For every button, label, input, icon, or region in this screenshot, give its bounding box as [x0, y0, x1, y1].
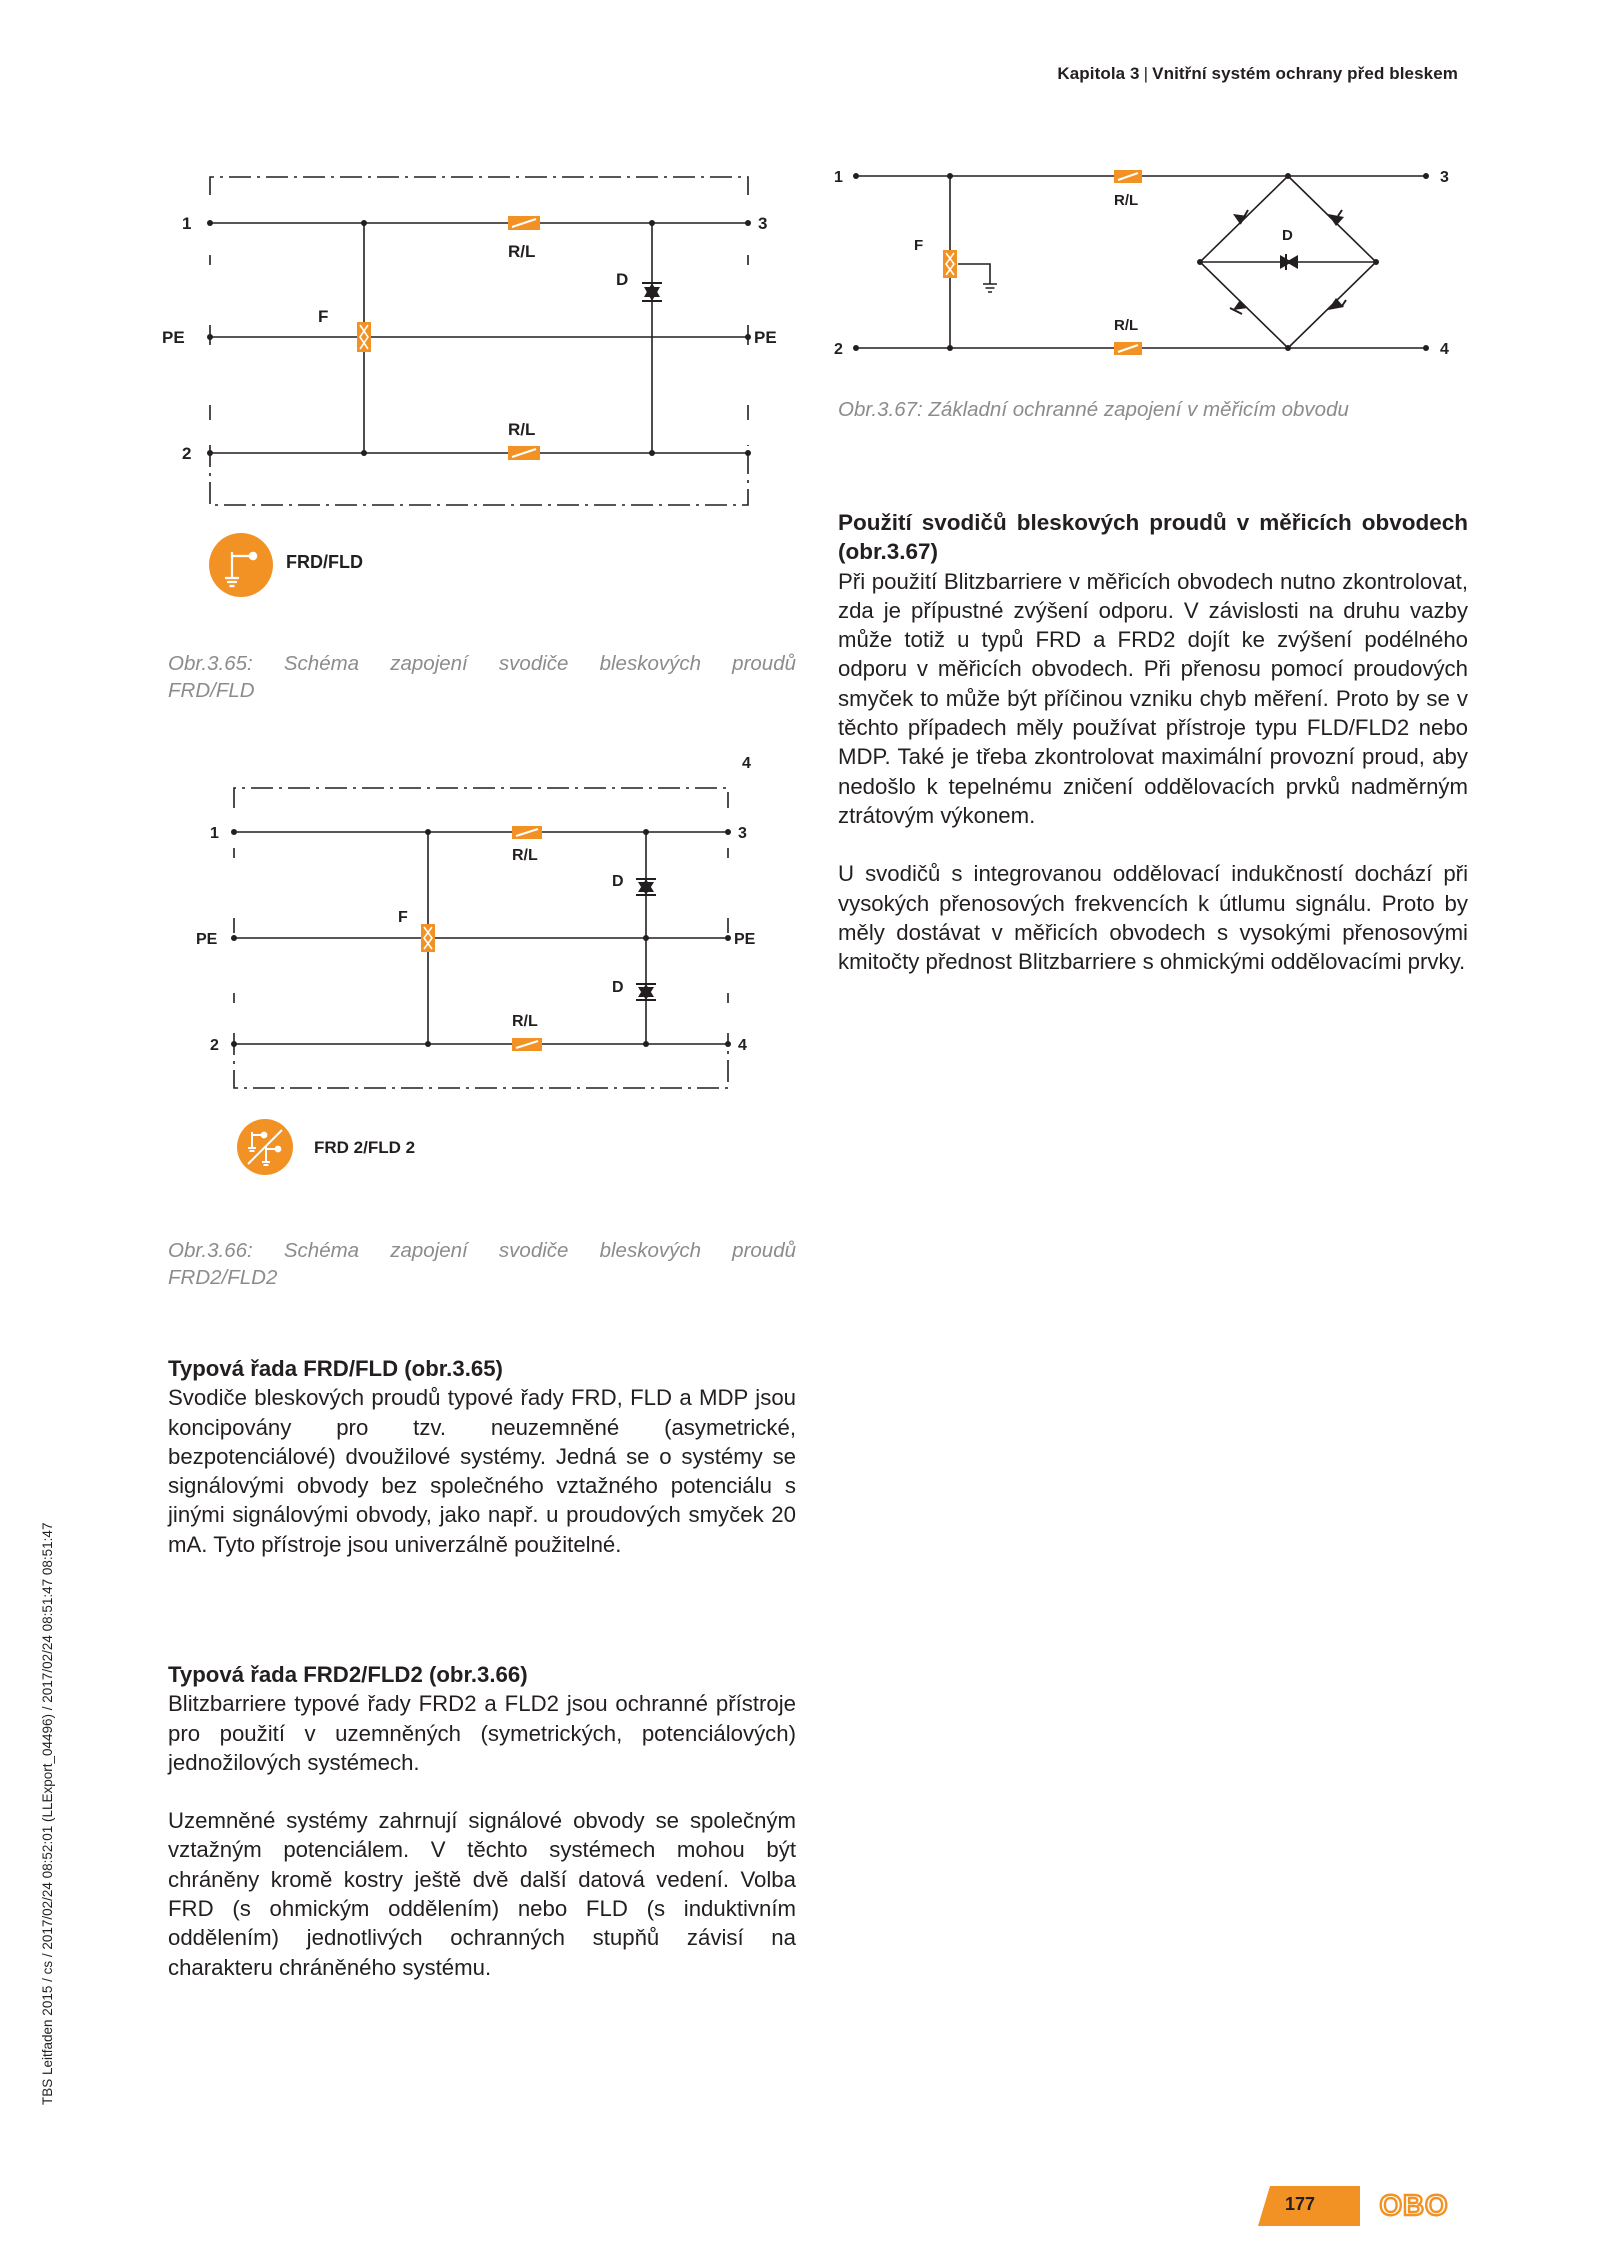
obo-logo [1368, 2190, 1460, 2222]
fig66-terminal-3: 3 [738, 825, 747, 842]
fig66-label-d-top: D [612, 873, 624, 890]
fig67-gas-arrester [943, 250, 957, 278]
fig67-label-rl-top: R/L [1114, 192, 1139, 209]
section-frd-fld-body: Svodiče bleskových proudů typové řady FRD, FLD a MDP jsou koncipovány pro tzv. neuzemněné (asymetrické, bezpotenciálové) dvoužilové systémy. Jedná se o systémy se signálovými obvody bez společného vztažného potenciálu s jinými signálovými obvody, jako např. u proudových smyček 20 mA. Tyto přístroje jsou univerzálně použitelné. [168, 1385, 796, 1557]
fig67-caption: Obr.3.67: Základní ochranné zapojení v měřicím obvodu [838, 398, 1349, 421]
fig65-enclosure [210, 177, 748, 505]
fig65-label-d: D [616, 270, 629, 289]
left-column-text-2 [168, 1660, 796, 1982]
header-separator: | [1143, 64, 1149, 83]
fig65-label-f: F [318, 307, 329, 326]
fig66-diode-top [636, 879, 656, 895]
fig67-schematic [830, 160, 1470, 370]
fig67-label-d: D [1282, 227, 1293, 244]
section-frd2-fld2-heading: Typová řada FRD2/FLD2 (obr.3.66) [168, 1662, 528, 1687]
fig65-terminal-2: 2 [182, 444, 192, 463]
fig66-terminal-4-bottom: 4 [738, 1037, 747, 1054]
fig67-label-rl-bottom: R/L [1114, 317, 1139, 334]
fig65-caption-line2: FRD/FLD [168, 679, 255, 702]
fig65-diode [642, 283, 662, 301]
fig66-terminal-1: 1 [210, 825, 219, 842]
fig65-terminal-pe-right: PE [754, 328, 777, 347]
fig66-terminal-pe-right: PE [734, 931, 756, 948]
fig67-label-f: F [914, 237, 924, 254]
fig65-caption [168, 650, 796, 704]
section-measuring-paragraph-2: U svodičů s integrovanou oddělovací indukčností dochází při vysokých přenosových frekvencích k útlumu signálu. Proto by měly dostávat v měřicích obvodech s vysokými přenosovými kmitočty přednost Blitzbarriere s ohmickými oddělovacími prvky. [838, 861, 1468, 975]
fig65-caption-line1: Obr.3.65: Schéma zapojení svodiče bleskových proudů [168, 652, 796, 675]
fig66-caption-line1: Obr.3.66: Schéma zapojení svodiče bleskových proudů [168, 1239, 796, 1262]
page-number: 177 [1285, 2194, 1316, 2214]
right-column-text [838, 508, 1468, 976]
section-measuring-paragraph-1: Při použití Blitzbarriere v měřicích obvodech nutno zkontrolovat, zda je přípustné zvýšení odporu. V závislosti na druhu vazby může totiž u typů FRD a FRD2 dojít ke zvýšení podélného odporu v měřicích obvodech. Při přenosu pomocí proudových smyček to může být příčinou vzniku chyb měření. Proto by se v těchto případech měly používat přístroje typu FLD/FLD2 nebo MDP. Také je třeba zkontrolovat maximální provozní proud, aby nedošlo k tepelnému zničení oddělovacích prvků nadměrným ztrátovým výkonem. [838, 568, 1468, 828]
frd-fld-badge-icon [208, 532, 274, 598]
fig66-resistor-top [512, 826, 542, 839]
section-frd-fld-heading: Typová řada FRD/FLD (obr.3.65) [168, 1356, 503, 1381]
left-column-text-1 [168, 1354, 796, 1559]
fig66-product-name: FRD 2/FLD 2 [314, 1138, 416, 1157]
fig66-diode-bottom [636, 984, 656, 1000]
fig66-terminal-2: 2 [210, 1037, 219, 1054]
fig66-schematic [190, 748, 770, 1108]
fig65-terminal-3: 3 [758, 214, 768, 233]
chapter-header [1057, 64, 1458, 84]
section-measuring-heading: Použití svodičů bleskových proudů v měřicích obvodech (obr.3.67) [838, 510, 1468, 565]
fig66-label-rl-bottom: R/L [512, 1013, 538, 1030]
chapter-title: Vnitřní systém ochrany před bleskem [1152, 64, 1458, 83]
fig66-caption-line2: FRD2/FLD2 [168, 1266, 278, 1289]
frd2-fld2-badge-icon [236, 1118, 294, 1176]
fig65-gas-arrester [357, 322, 371, 352]
fig66-terminal-pe-left: PE [196, 931, 218, 948]
fig65-product-name: FRD/FLD [286, 552, 363, 572]
section-frd2-fld2-body: Blitzbarriere typové řady FRD2 a FLD2 jsou ochranné přístroje pro použití v uzemněných (symetrických, potenciálových) jednožilových systémech. [168, 1691, 796, 1775]
fig66-label-d-bottom: D [612, 979, 624, 996]
fig66-label-f: F [398, 909, 408, 926]
fig65-label-rl-top: R/L [508, 242, 536, 261]
fig66-terminal-4-top: 4 [742, 755, 751, 772]
fig65-resistor-top [508, 216, 540, 230]
fig65-label-rl-bottom: R/L [508, 420, 536, 439]
fig67-terminal-3: 3 [1440, 169, 1449, 186]
fig67-terminal-2: 2 [834, 341, 843, 358]
fig66-caption [168, 1237, 796, 1291]
obo-logo-text: OBO [1379, 2190, 1449, 2222]
fig66-label-rl-top: R/L [512, 847, 538, 864]
fig67-terminal-1: 1 [834, 169, 843, 186]
fig65-resistor-bottom [508, 446, 540, 460]
fig67-resistor-top [1114, 170, 1142, 183]
fig66-resistor-bottom [512, 1038, 542, 1051]
fig67-resistor-bottom [1114, 342, 1142, 355]
chapter-label: Kapitola 3 [1057, 64, 1140, 83]
fig65-terminal-pe-left: PE [162, 328, 185, 347]
fig67-terminal-4: 4 [1440, 341, 1449, 358]
fig66-gas-arrester [421, 924, 435, 952]
side-print-note: TBS Leitfaden 2015 / cs / 2017/02/24 08:52:01 (LLExport_04496) / 2017/02/24 08:51:47 08:51:47 [40, 1522, 55, 2105]
section-frd2-fld2-body-2: Uzemněné systémy zahrnují signálové obvody se společným vztažným potenciálem. V těchto systémech mohou být chráněny kromě kostry ještě dvě další datová vedení. Volba FRD (s ohmickým oddělením) nebo FLD (s induktivním oddělením) jednotlivých ochranných stupňů závisí na charakteru chráněného systému. [168, 1808, 796, 1980]
fig65-terminal-1: 1 [182, 214, 192, 233]
